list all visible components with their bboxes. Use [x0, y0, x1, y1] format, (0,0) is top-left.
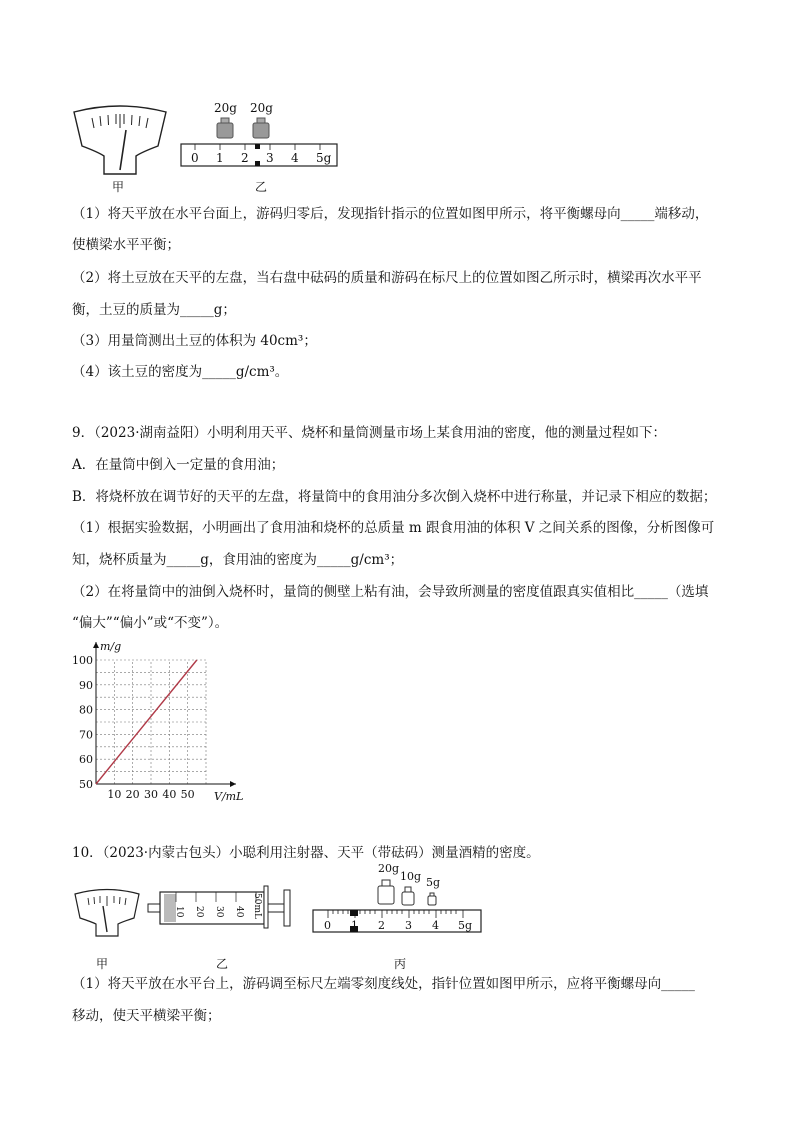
y-tick-label: 100 [72, 654, 93, 667]
y-axis-arrow [93, 642, 99, 648]
weight-icon [401, 886, 415, 906]
q8-p4: （4）该土豆的密度为_____g/cm³。 [72, 364, 289, 380]
y-tick-label: 70 [79, 728, 93, 742]
x-tick-label: 10 [107, 788, 122, 801]
y-tick-label: 90 [79, 678, 93, 692]
weight-icon [214, 116, 236, 140]
weight-icon [376, 878, 396, 906]
syringe-tick-label: 30 [214, 906, 224, 918]
q9-p2-line2: “偏大”“偏小”或“不变”）。 [72, 615, 229, 631]
syringe-tick-label: 20 [194, 906, 204, 918]
weight-label: 20g [250, 101, 273, 115]
scale-tick-label: 3 [405, 919, 412, 932]
syringe-tick-label: 40 [234, 906, 244, 918]
weight-label: 5g [426, 876, 441, 889]
x-tick-label: 30 [144, 788, 158, 801]
weight-icon [427, 892, 437, 906]
q8-p2-line2: 衡，土豆的质量为_____g； [72, 302, 236, 318]
weight-label: 10g [400, 870, 422, 883]
balance-dial-jia-1 [70, 104, 170, 180]
scale-tick-label: 1 [351, 919, 358, 932]
x-axis-label: V/mL [214, 790, 244, 803]
q8-p1-line2: 使横梁水平平衡； [72, 237, 180, 253]
q8-p3: （3）用量筒测出土豆的体积为 40cm³； [72, 333, 317, 349]
q9-p1-line2: 知，烧杯质量为_____g，食用油的密度为_____g/cm³； [72, 552, 404, 568]
scale-tick-label: 5g [458, 919, 473, 932]
y-tick-label: 60 [79, 753, 93, 767]
scale-tick-label: 5g [316, 151, 332, 165]
scale-tick-label: 4 [432, 919, 439, 932]
ruler-yi-1 [180, 101, 340, 174]
q9-p1-line1: （1）根据实验数据，小明画出了食用油和烧杯的总质量 m 跟食用油的体积 V 之间关系的图像，分析图像可 [72, 520, 715, 536]
y-axis-label: m/g [100, 640, 122, 653]
x-tick-label: 20 [125, 788, 140, 801]
caption-bing: 丙 [394, 957, 407, 971]
syringe-figure [146, 884, 296, 930]
caption-jia-1: 甲 [112, 180, 125, 194]
q10-p1-line2: 移动，使天平横梁平衡； [72, 1008, 221, 1024]
scale-tick-label: 2 [241, 151, 249, 165]
caption-jia-2: 甲 [96, 957, 109, 971]
caption-yi-2: 乙 [216, 957, 229, 971]
syringe-tick-label: 10 [174, 906, 184, 918]
q9-b: B．将烧杯放在调节好的天平的左盘，将量筒中的食用油分多次倒入烧杯中进行称量，并记录下相应的数据； [72, 489, 717, 505]
x-tick-label: 40 [162, 788, 177, 801]
x-axis-arrow [230, 781, 236, 787]
q9-p2-line1: （2）在将量筒中的油倒入烧杯时，量筒的侧壁上粘有油，会导致所测量的密度值跟真实值相比_____（选填 [72, 584, 709, 600]
scale-tick-label: 1 [216, 151, 224, 165]
q10-title: 10．（2023·内蒙古包头）小聪利用注射器、天平（带砝码）测量酒精的密度。 [72, 845, 540, 861]
q9-title: 9．（2023·湖南益阳）小明利用天平、烧杯和量筒测量市场上某食用油的密度，他的测量过程如下： [72, 425, 666, 441]
q10-p1-line1: （1）将天平放在水平台上，游码调至标尺左端零刻度线处，指针位置如图甲所示，应将平衡螺母向_____ [72, 976, 695, 992]
scale-tick-label: 2 [378, 919, 385, 932]
scale-tick-label: 0 [191, 151, 199, 165]
syringe-tick-label: 50mL [252, 893, 262, 919]
x-tick-label: 50 [180, 788, 195, 801]
ruler-bing [312, 862, 484, 938]
scale-tick-label: 4 [291, 151, 299, 165]
q8-p1-line1: （1）将天平放在水平台面上，游码归零后，发现指针指示的位置如图甲所示，将平衡螺母向_____端移动， [72, 206, 709, 222]
q9-a: A．在量筒中倒入一定量的食用油； [72, 457, 285, 473]
weight-icon [250, 116, 272, 140]
balance-dial-jia-2 [72, 888, 142, 940]
weight-label: 20g [378, 862, 400, 875]
mass-volume-chart [62, 636, 262, 806]
y-tick-label: 50 [79, 778, 93, 791]
y-tick-label: 80 [79, 703, 93, 717]
scale-tick-label: 3 [266, 151, 274, 165]
weight-label: 20g [214, 101, 237, 115]
scale-tick-label: 0 [324, 919, 331, 932]
q8-p2-line1: （2）将土豆放在天平的左盘，当右盘中砝码的质量和游码在标尺上的位置如图乙所示时，横梁再次水平平 [72, 270, 702, 286]
caption-yi-1: 乙 [255, 180, 268, 194]
